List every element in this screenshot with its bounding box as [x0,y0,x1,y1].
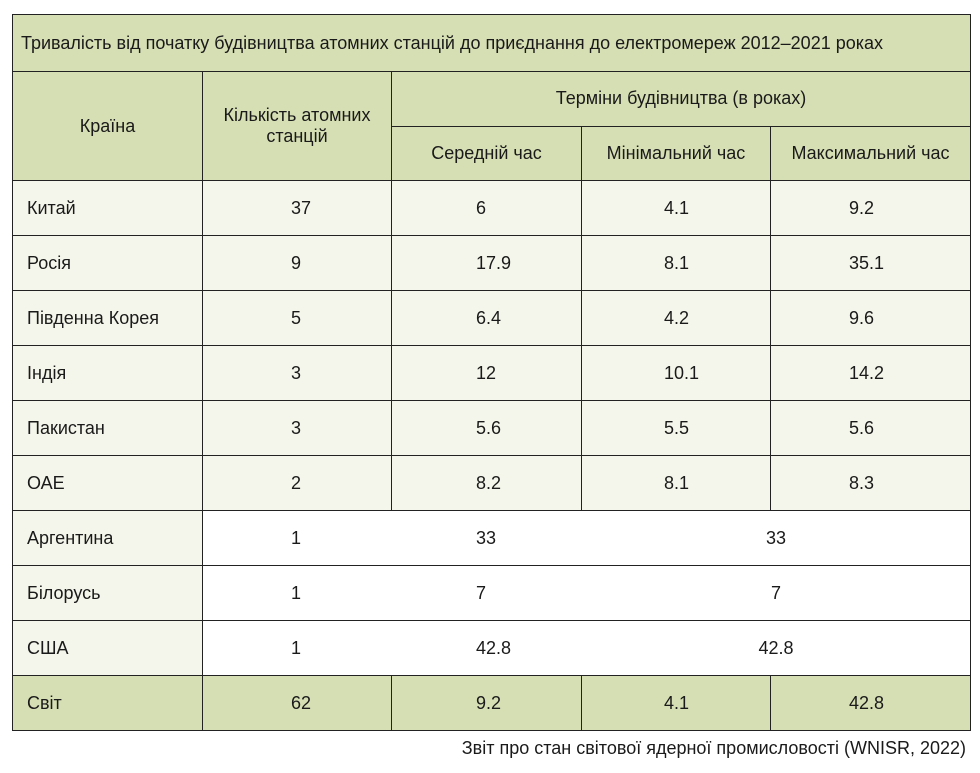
cell-avg: 6 [392,181,582,236]
cell-min-max: 42.8 [582,621,971,676]
cell-max: 9.2 [771,181,971,236]
cell-avg: 5.6 [392,401,582,456]
table-row-world [13,676,971,731]
cell-min: 4.1 [582,181,771,236]
cell-country: Росія [13,236,203,291]
cell-max: 42.8 [771,676,971,731]
cell-country: Аргентина [13,511,203,566]
header-country: Країна [13,72,203,181]
cell-min: 10.1 [582,346,771,401]
cell-max: 14.2 [771,346,971,401]
table-row [13,346,971,401]
cell-avg: 42.8 [392,621,582,676]
cell-country: Світ [13,676,203,731]
table-row [13,291,971,346]
cell-min: 8.1 [582,236,771,291]
source-caption: Звіт про стан світової ядерної промисловості (WNISR, 2022) [461,738,966,758]
cell-avg: 17.9 [392,236,582,291]
cell-avg: 6.4 [392,291,582,346]
header-max: Максимальний час [771,126,971,181]
cell-min: 5.5 [582,401,771,456]
table-row [13,511,971,566]
cell-country: Китай [13,181,203,236]
table-row [13,566,971,621]
table-row [13,401,971,456]
cell-country: Південна Корея [13,291,203,346]
table-title: Тривалість від початку будівництва атомних станцій до приєднання до електромереж 2012–2021 роках [13,15,971,72]
table-row [13,456,971,511]
construction-time-table [12,14,971,731]
cell-count: 37 [203,181,392,236]
cell-count: 62 [203,676,392,731]
cell-country: Білорусь [13,566,203,621]
cell-max: 5.6 [771,401,971,456]
cell-min: 4.2 [582,291,771,346]
cell-count: 3 [203,346,392,401]
cell-count: 3 [203,401,392,456]
cell-count: 1 [203,511,392,566]
cell-min: 8.1 [582,456,771,511]
cell-max: 9.6 [771,291,971,346]
cell-country: США [13,621,203,676]
header-min: Мінімальний час [582,126,771,181]
cell-avg: 7 [392,566,582,621]
cell-max: 8.3 [771,456,971,511]
cell-count: 2 [203,456,392,511]
table-row [13,621,971,676]
cell-min: 4.1 [582,676,771,731]
cell-max: 35.1 [771,236,971,291]
header-construction-time: Терміни будівництва (в роках) [392,72,971,127]
header-avg: Середній час [392,126,582,181]
cell-country: Індія [13,346,203,401]
cell-country: Пакистан [13,401,203,456]
cell-avg: 9.2 [392,676,582,731]
table-row [13,236,971,291]
cell-country: ОАЕ [13,456,203,511]
cell-count: 5 [203,291,392,346]
cell-count: 1 [203,621,392,676]
cell-avg: 33 [392,511,582,566]
table-row [13,181,971,236]
cell-avg: 8.2 [392,456,582,511]
cell-min-max: 7 [582,566,971,621]
cell-count: 9 [203,236,392,291]
cell-count: 1 [203,566,392,621]
cell-min-max: 33 [582,511,971,566]
header-count: Кількість атомних станцій [203,72,392,181]
cell-avg: 12 [392,346,582,401]
